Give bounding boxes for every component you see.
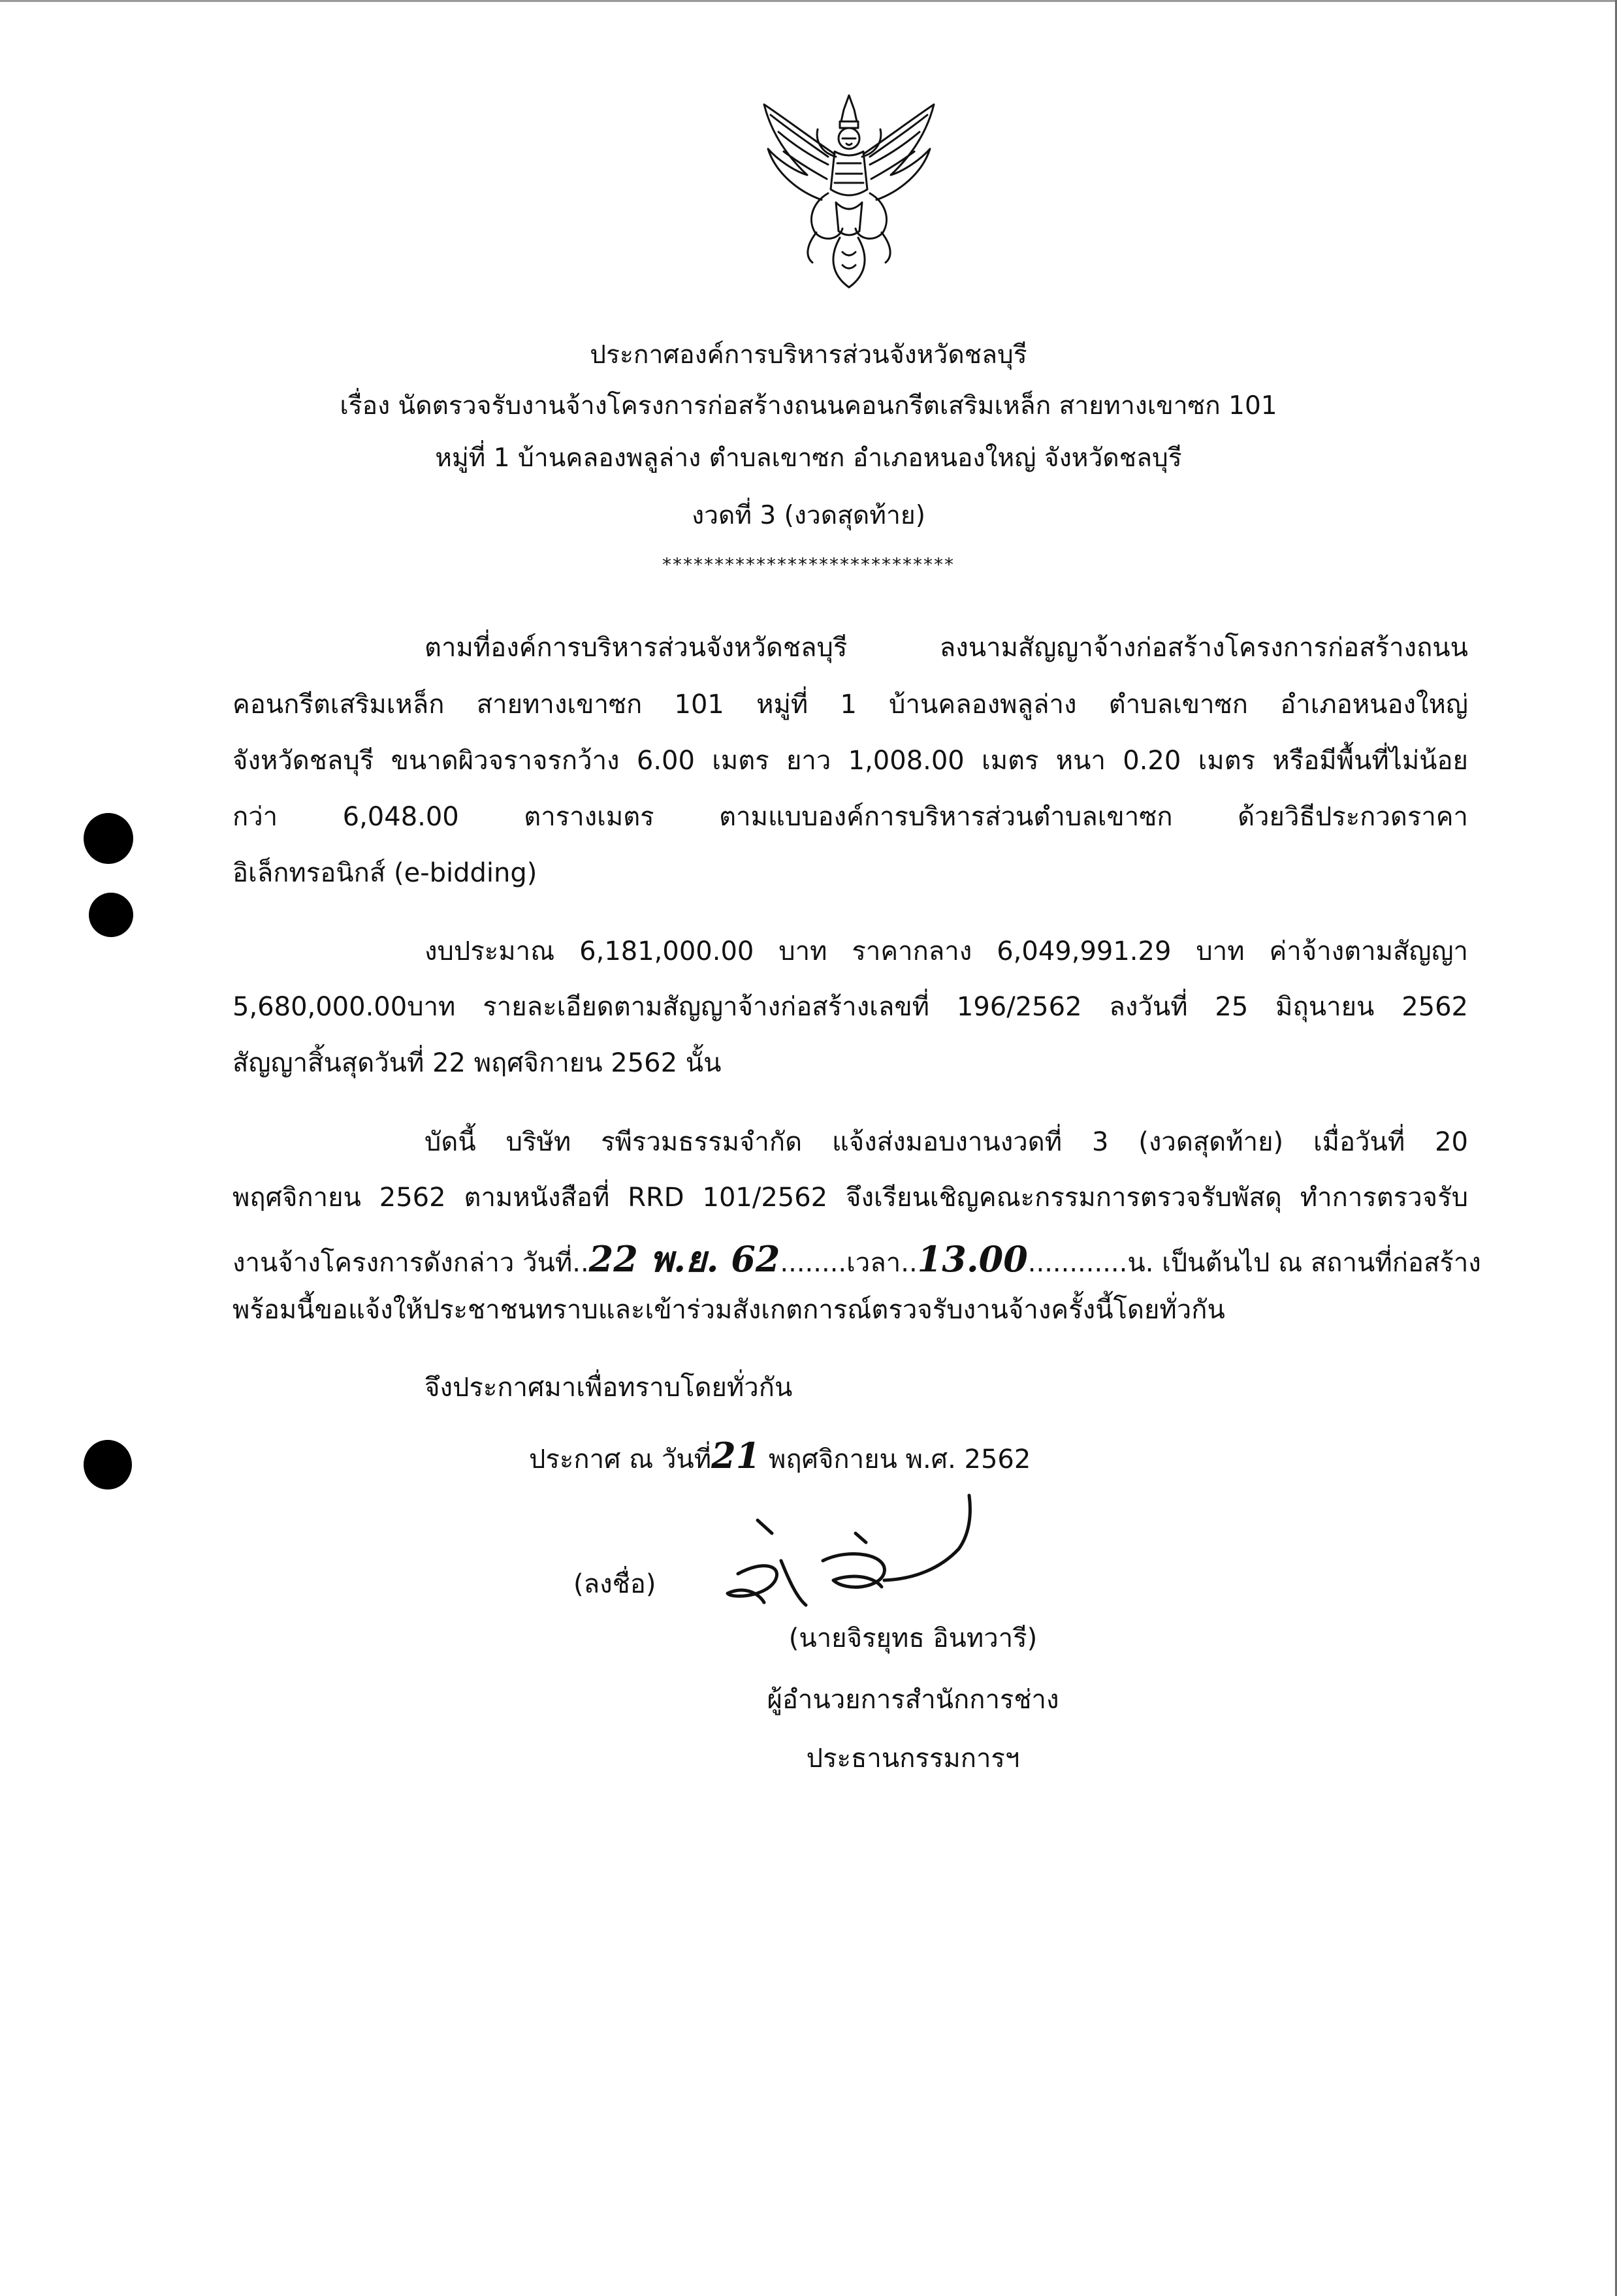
paragraph-2-line-2: 5,680,000.00บาท รายละเอียดตามสัญญาจ้างก่อสร้างเลขที่ 196/2562 ลงวันที่ 25 มิถุนายน 2562 (232, 992, 1468, 1022)
subject-location: หมู่ที่ 1 บ้านคลองพลูล่าง ตำบลเขาซก อำเภอหนองใหญ่ จังหวัดชลบุรี (435, 443, 1182, 473)
dotted-leader: ............ (1027, 1248, 1128, 1278)
paragraph-1-line-2: คอนกรีตเสริมเหล็ก สายทางเขาซก 101 หมู่ที่ 1 บ้านคลองพลูล่าง ตำบลเขาซก อำเภอหนองใหญ่ (232, 690, 1468, 720)
announcement-date-suffix: พฤศจิกายน พ.ศ. 2562 (760, 1444, 1031, 1475)
dotted-leader: ........ (780, 1248, 847, 1278)
separator: **************************** (662, 554, 955, 575)
inspection-time-label: เวลา (846, 1248, 901, 1278)
paragraph-3-line-3 (232, 1238, 1481, 1281)
paragraph-3-line-1: บัดนี้ บริษัท รพีรวมธรรมจำกัด แจ้งส่งมอบงานงวดที่ 3 (งวดสุดท้าย) เมื่อวันที่ 20 (424, 1127, 1468, 1157)
dotted-leader: .. (901, 1248, 918, 1278)
punch-hole (84, 1440, 132, 1490)
signatory-role: ประธานกรรมการฯ (806, 1744, 1020, 1774)
announcement-date-prefix: ประกาศ ณ วันที่ (529, 1444, 712, 1475)
announcement-title: ประกาศองค์การบริหารส่วนจังหวัดชลบุรี (590, 340, 1027, 370)
inspection-date-label: งานจ้างโครงการดังกล่าว วันที่ (232, 1248, 573, 1278)
signature-label: (ลงชื่อ) (573, 1569, 656, 1599)
paragraph-3-line-4: พร้อมนี้ขอแจ้งให้ประชาชนทราบและเข้าร่วมสังเกตการณ์ตรวจรับงานจ้างครั้งนี้โดยทั่วกัน (232, 1295, 1225, 1325)
handwritten-inspection-date: 22 พ.ย. 62 (588, 1238, 780, 1280)
subject-line: เรื่อง นัดตรวจรับงานจ้างโครงการก่อสร้างถนนคอนกรีตเสริมเหล็ก สายทางเขาซก 101 (340, 391, 1277, 421)
punch-hole (84, 813, 133, 864)
paragraph-1-line-1: ตามที่องค์การบริหารส่วนจังหวัดชลบุรี ลงนามสัญญาจ้างก่อสร้างโครงการก่อสร้างถนน (424, 633, 1468, 663)
paragraph-2-line-3: สัญญาสิ้นสุดวันที่ 22 พฤศจิกายน 2562 นั้น (232, 1048, 722, 1078)
signatory-position: ผู้อำนวยการสำนักการช่าง (767, 1685, 1059, 1715)
paragraph-3-line-2: พฤศจิกายน 2562 ตามหนังสือที่ RRD 101/2562 จึงเรียนเชิญคณะกรรมการตรวจรับพัสดุ ทำการตรวจรับ (232, 1183, 1468, 1213)
closing-sentence: จึงประกาศมาเพื่อทราบโดยทั่วกัน (424, 1373, 793, 1403)
handwritten-signature (718, 1482, 1025, 1626)
signatory-name: (นายจิรยุทธ อินทวารี) (788, 1623, 1038, 1653)
paragraph-1-line-4: กว่า 6,048.00 ตารางเมตร ตามแบบองค์การบริหารส่วนตำบลเขาซก ด้วยวิธีประกวดราคา (232, 802, 1468, 832)
garuda-emblem-icon (744, 91, 953, 300)
paragraph-1-line-5: อิเล็กทรอนิกส์ (e-bidding) (232, 858, 537, 888)
punch-hole (89, 893, 133, 937)
handwritten-announcement-day: 21 (711, 1435, 761, 1476)
announcement-date (529, 1435, 1031, 1480)
installment-line: งวดที่ 3 (งวดสุดท้าย) (692, 501, 925, 530)
inspection-location-text: น. เป็นต้นไป ณ สถานที่ก่อสร้าง (1127, 1248, 1481, 1278)
dotted-leader: .. (572, 1248, 589, 1278)
paragraph-2-line-1: งบประมาณ 6,181,000.00 บาท ราคากลาง 6,049,991.29 บาท ค่าจ้างตามสัญญา (424, 936, 1468, 966)
scan-top-edge (0, 0, 1617, 2)
handwritten-inspection-time: 13.00 (917, 1238, 1028, 1280)
paragraph-1-line-3: จังหวัดชลบุรี ขนาดผิวจราจรกว้าง 6.00 เมตร ยาว 1,008.00 เมตร หนา 0.20 เมตร หรือมีพื้นที่ไม่น้อย (232, 746, 1468, 776)
